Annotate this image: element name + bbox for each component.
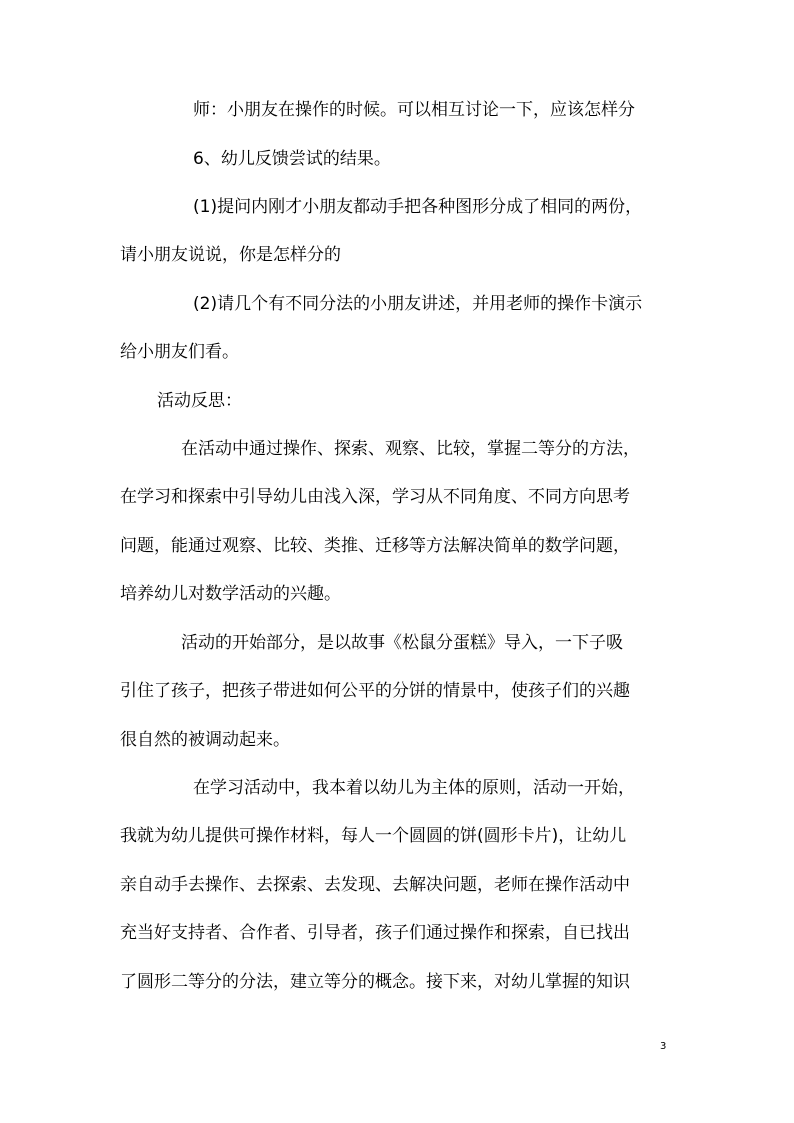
text-line: (1)提问内刚才小朋友都动手把各种图形分成了相同的两份，	[193, 197, 643, 217]
text-line: 在学习活动中，我本着以幼儿为主体的原则，活动一开始，	[193, 778, 635, 798]
text-line: 活动反思：	[157, 391, 242, 411]
page-number: 3	[660, 1041, 667, 1052]
text-line: 活动的开始部分，是以故事《松鼠分蛋糕》导入，一下子吸	[181, 633, 623, 653]
text-line: 师：小朋友在操作的时候。可以相互讨论一下，应该怎样分	[193, 100, 635, 120]
text-line: 我就为幼儿提供可操作材料，每人一个圆圆的饼(圆形卡片)，让幼儿	[120, 826, 627, 846]
text-line: 在活动中通过操作、探索、观察、比较，掌握二等分的方法，	[181, 439, 640, 459]
text-line: 引住了孩子，把孩子带进如何公平的分饼的情景中，使孩子们的兴趣	[120, 681, 630, 701]
text-line: 很自然的被调动起来。	[120, 730, 290, 750]
text-line: 在学习和探索中引导幼儿由浅入深，学习从不同角度、不同方向思考	[120, 487, 630, 507]
text-line: 充当好支持者、合作者、引导者，孩子们通过操作和探索，自已找出	[120, 923, 630, 943]
text-line: 问题，能通过观察、比较、类推、迁移等方法解决简单的数学问题，	[120, 536, 630, 556]
text-line: 给小朋友们看。	[120, 342, 239, 362]
text-line: 6、幼儿反馈尝试的结果。	[193, 149, 391, 169]
text-line: 亲自动手去操作、去探索、去发现、去解决问题，老师在操作活动中	[120, 875, 630, 895]
text-line: 了圆形二等分的分法，建立等分的概念。接下来，对幼儿掌握的知识	[120, 972, 630, 992]
text-line: 培养幼儿对数学活动的兴趣。	[120, 584, 341, 604]
text-line: (2)请几个有不同分法的小朋友讲述，并用老师的操作卡演示	[193, 294, 643, 314]
text-line: 请小朋友说说，你是怎样分的	[120, 245, 341, 265]
